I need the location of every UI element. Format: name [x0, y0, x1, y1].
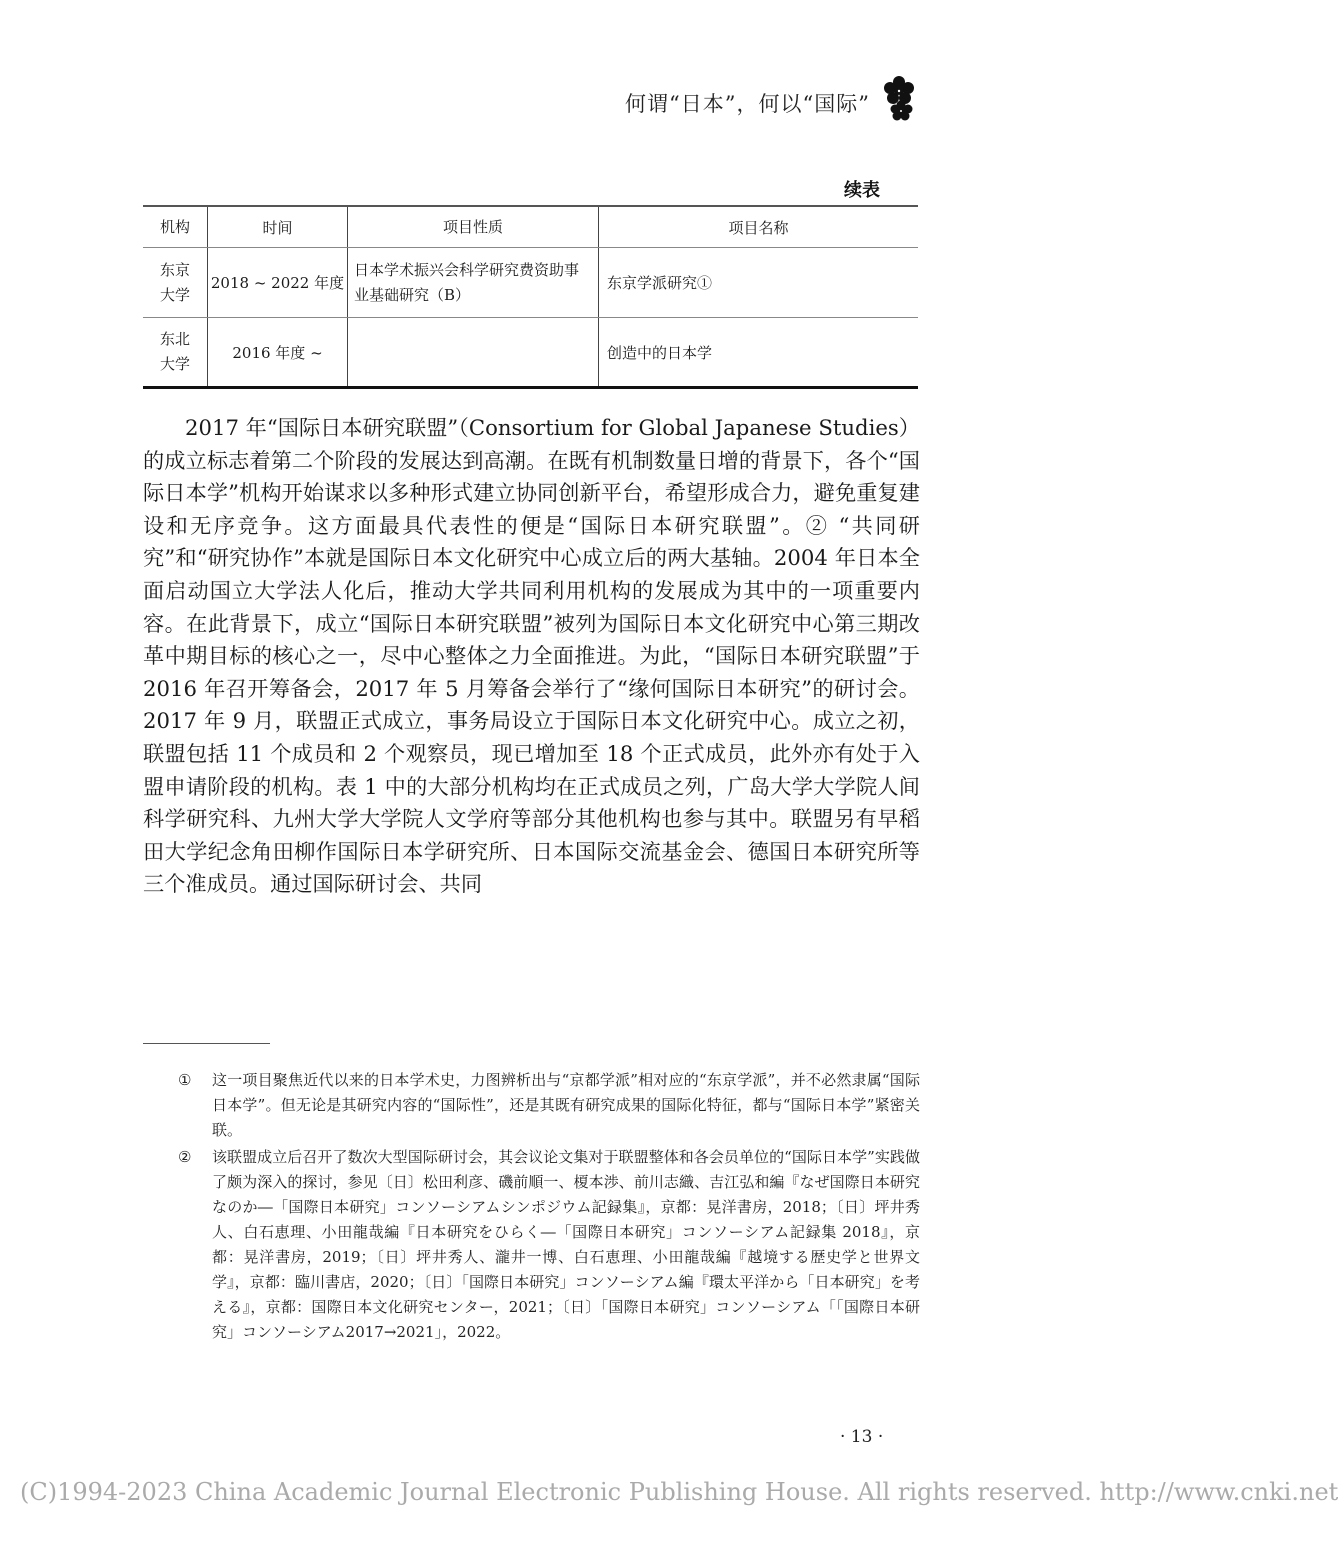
running-head: 何谓“日本”，何以“国际”: [625, 92, 870, 116]
footnotes: [178, 1068, 920, 1347]
cell-institution: [143, 318, 208, 388]
page-number: · 13 ·: [840, 1427, 884, 1447]
body-paragraph: 2017 年“国际日本研究联盟”（Consortium for Global Japanese Studies）的成立标志着第二个阶段的发展达到高潮。在既有机制数量日增的背景下，各个“国际日本学”机构开始谋求以多种形式建立协同创新平台，希望形成合力，避免重复建设和无序竞争。这方面最具代表性的便是“国际日本研究联盟”。② “共同研究”和“研究协作”本就是国际日本文化研究中心成立后的两大基轴。2004 年日本全面启动国立大学法人化后，推动大学共同利用机构的发展成为其中的一项重要内容。在此背景下，成立“国际日本研究联盟”被列为国际日本文化研究中心第三期改革中期目标的核心之一，尽中心整体之力全面推进。为此，“国际日本研究联盟”于 2016 年召开筹备会，2017 年 5 月筹备会举行了“缘何国际日本研究”的研讨会。2017 年 9 月，联盟正式成立，事务局设立于国际日本文化研究中心。成立之初，联盟包括 11 个成员和 2 个观察员，现已增加至 18 个正式成员，此外亦有处于入盟申请阶段的机构。表 1 中的大部分机构均在正式成员之列，广岛大学大学院人间科学研究科、九州大学大学院人文学府等部分其他机构也参与其中。联盟另有早稻田大学纪念角田柳作国际日本学研究所、日本国际交流基金会、德国日本研究所等三个准成员。通过国际研讨会、共同: [143, 415, 920, 897]
institution-line: 东京: [159, 260, 190, 279]
footnote-1: [178, 1068, 920, 1143]
cell-institution: [143, 248, 208, 318]
table-row: [143, 318, 918, 388]
table-row: [143, 248, 918, 318]
column-header-time: 时间: [208, 206, 348, 248]
institution-line: 东北: [159, 330, 190, 348]
footnote-marker: ②: [178, 1148, 192, 1166]
cell-nature: 日本学术振兴会科学研究费资助事业基础研究（B）: [348, 248, 599, 318]
cell-name: 创造中的日本学: [599, 318, 919, 388]
cell-time: 2018 ~ 2022 年度: [208, 248, 348, 318]
copyright-notice: (C)1994-2023 China Academic Journal Electronic Publishing House. All rights reserved. http://www.cnki.net: [20, 1478, 1338, 1506]
footnote-text: 这一项目聚焦近代以来的日本学术史，力图辨析出与“京都学派”相对应的“东京学派”，并不必然隶属“国际日本学”。但无论是其研究内容的“国际性”，还是其既有研究成果的国际化特征，都与“国际日本学”紧密关联。: [212, 1071, 920, 1139]
column-header-name: 项目名称: [599, 206, 919, 248]
table-caption: 续表: [844, 180, 880, 201]
column-header-nature: 项目性质: [348, 206, 599, 248]
footnote-text: 该联盟成立后召开了数次大型国际研讨会，其会议论文集对于联盟整体和各会员单位的“国际日本学”实践做了颇为深入的探讨，参见〔日〕松田利彦、磯前順一、榎本渉、前川志織、吉江弘和編『なぜ国際日本研究なのか―「国際日本研究」コンソーシアムシンポジウム記録集』，京都：晃洋書房，2018；〔日〕坪井秀人、白石恵理、小田龍哉編『日本研究をひらく―「国際日本研究」コンソーシアム記録集 2018』，京都：晃洋書房，2019；〔日〕坪井秀人、瀧井一博、白石恵理、小田龍哉編『越境する歴史学と世界文学』，京都：臨川書店，2020；〔日〕「国際日本研究」コンソーシアム編『環太平洋から「日本研究」を考える』，京都：国際日本文化研究センター，2021；〔日〕「国際日本研究」コンソーシアム「「国際日本研究」コンソーシアム2017→2021」，2022。: [212, 1148, 920, 1341]
cell-name: 东京学派研究①: [599, 248, 919, 318]
cell-time: 2016 年度 ~: [208, 318, 348, 388]
project-table: [143, 205, 918, 389]
footnote-2: [178, 1145, 920, 1345]
footnote-marker: ①: [178, 1071, 192, 1089]
footnote-divider: [143, 1043, 270, 1044]
institution-line: 大学: [159, 355, 190, 373]
cell-nature: [348, 318, 599, 388]
column-header-institution: 机构: [143, 206, 208, 248]
institution-line: 大学: [159, 285, 190, 304]
table-header-row: [143, 206, 918, 248]
flower-icon: [880, 73, 918, 121]
